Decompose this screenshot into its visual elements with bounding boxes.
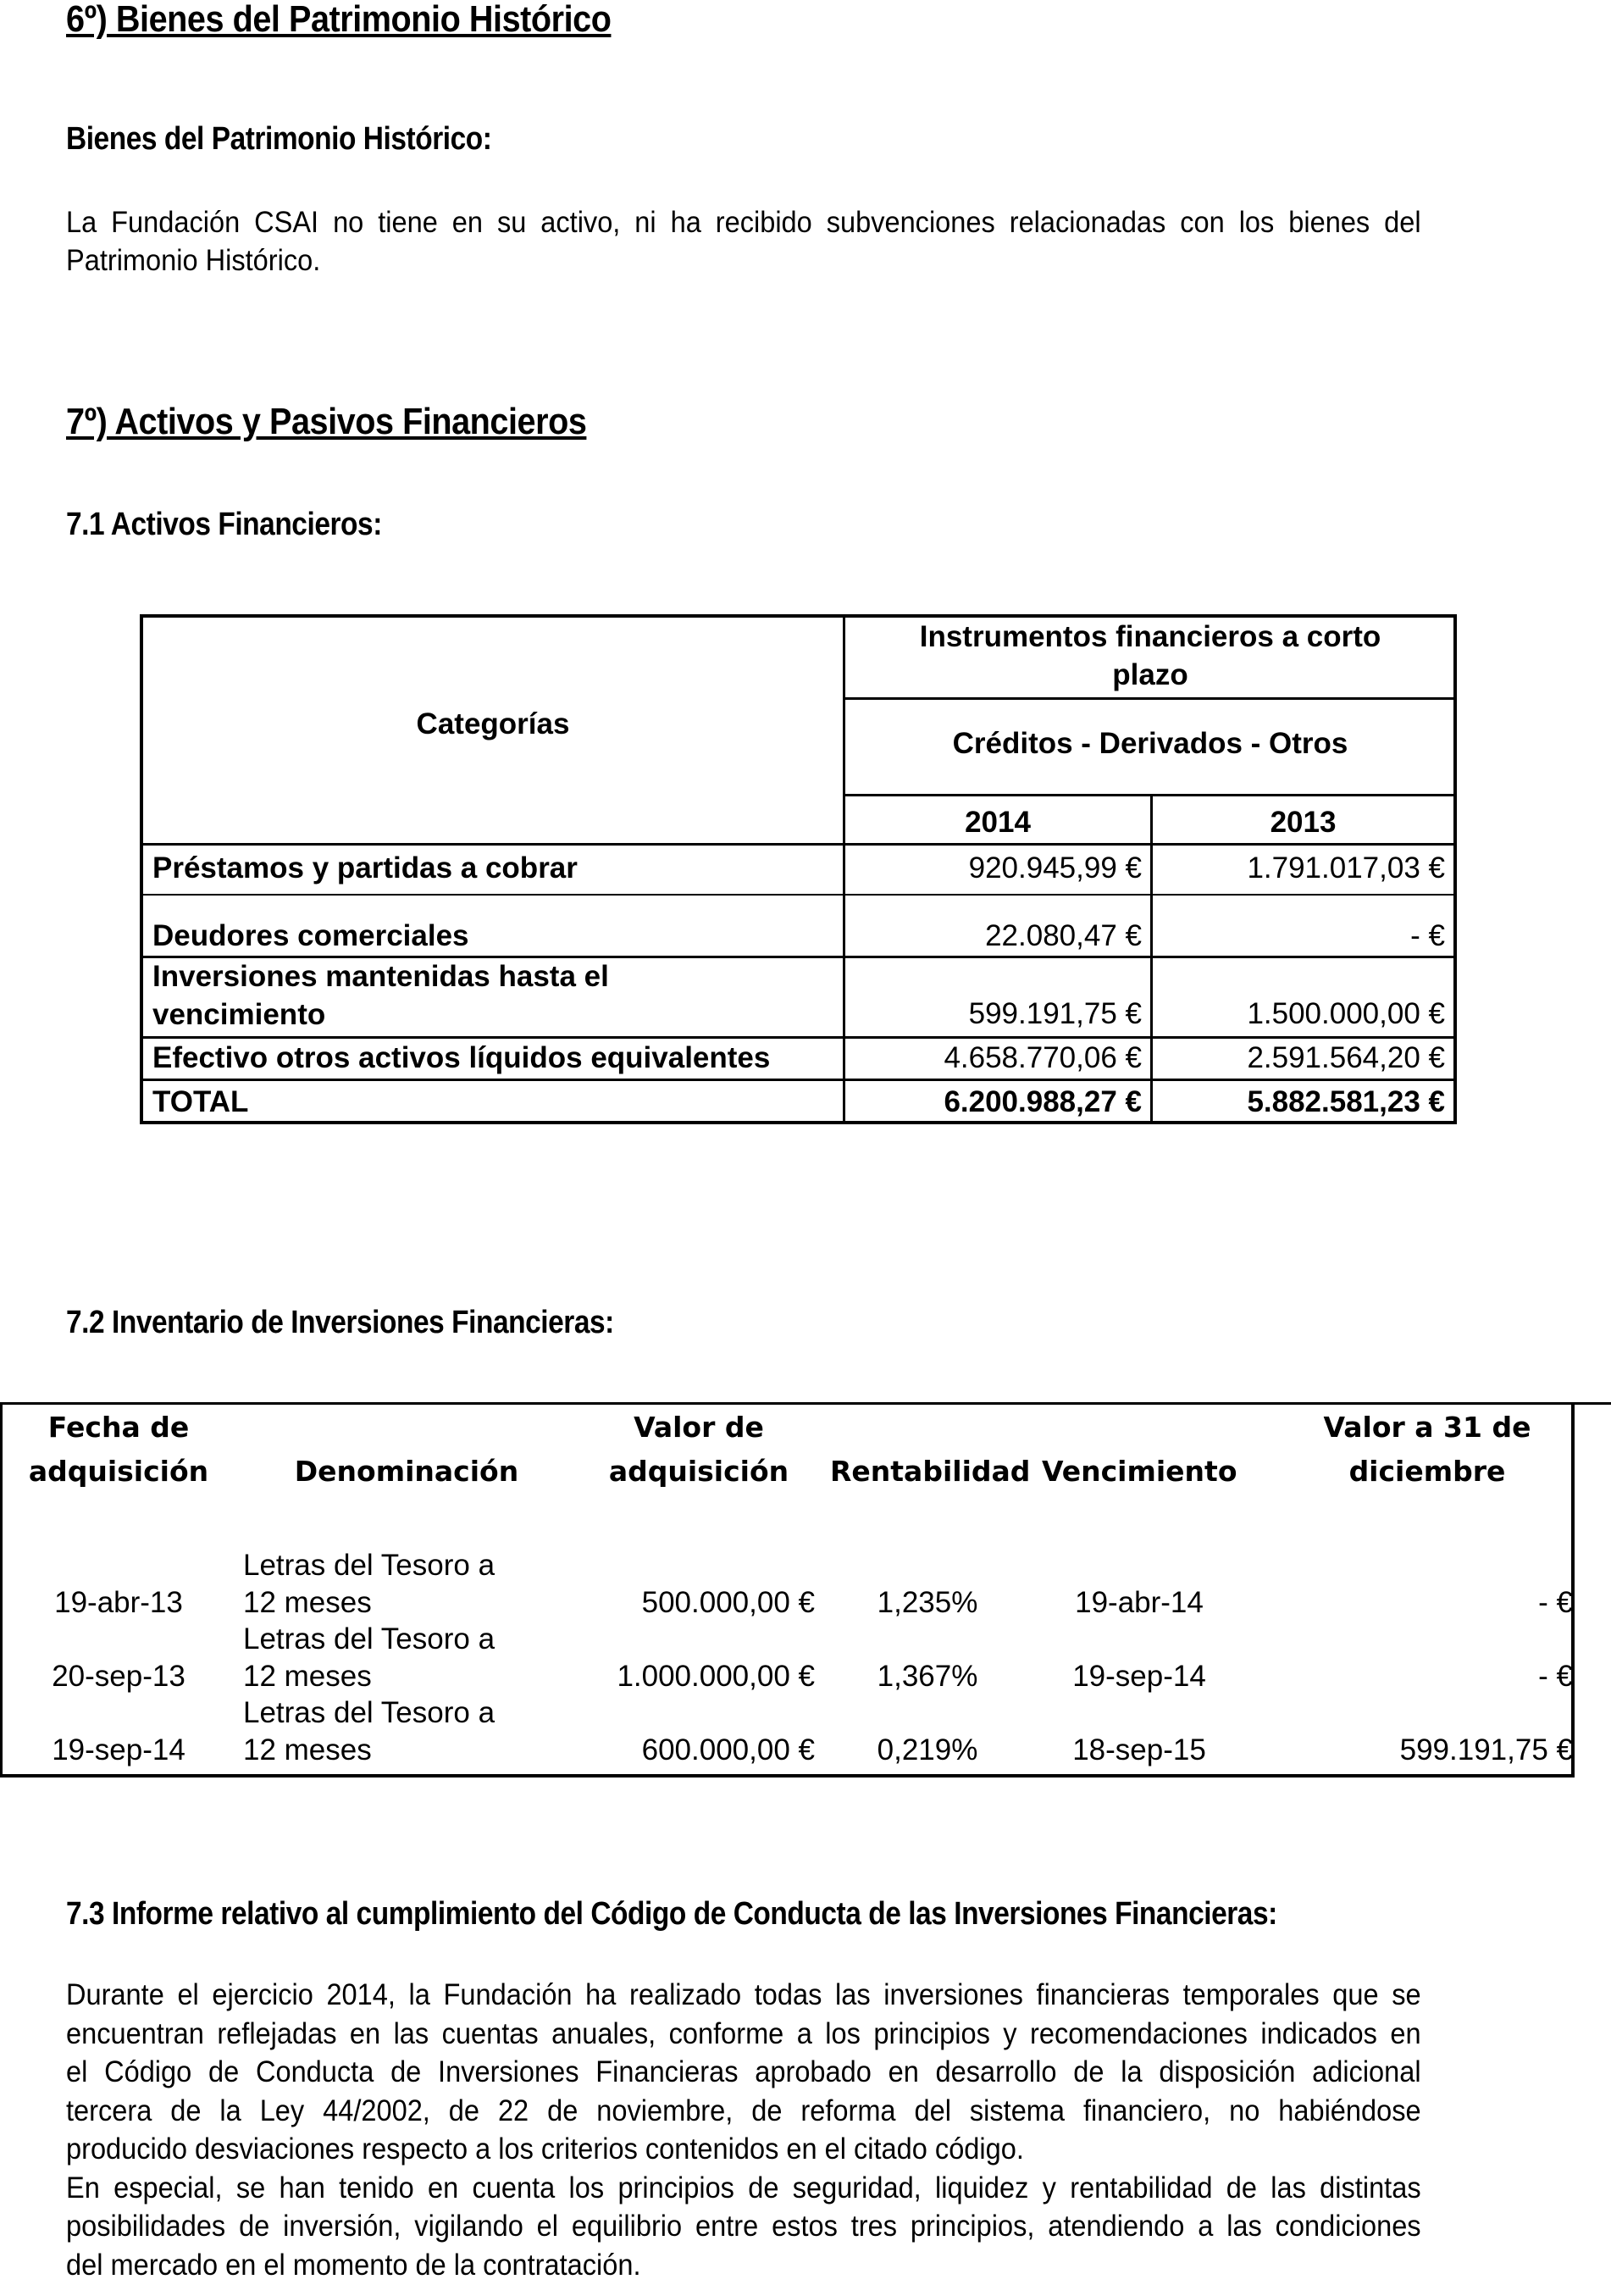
section-6-subheading: Bienes del Patrimonio Histórico: [66,121,492,157]
header-line: adquisición [28,1455,209,1488]
denom-line: Letras del Tesoro a [243,1549,495,1582]
denom-line: 12 meses [243,1660,372,1693]
denom-line: Letras del Tesoro a [243,1622,495,1655]
total-2014: 6.200.988,27 € [944,1085,1142,1118]
cell-valor-31: - € [1538,1660,1573,1693]
row-label: Préstamos y partidas a cobrar [152,851,578,885]
row-label [152,957,609,1034]
row-label-line2: vencimiento [152,998,326,1031]
header-valor-adquisicion [593,1406,805,1494]
cell-valor: 500.000,00 € [641,1586,815,1619]
cell-denominacion [243,1694,495,1769]
row-label-line1: Inversiones mantenidas hasta el [152,960,609,993]
paragraph-line: encuentran reflejadas en las cuentas anuales, conforme a los principios y recomendaciones indicados en [66,2016,1421,2050]
header-line: Valor a 31 de [1323,1411,1531,1444]
row-label: Deudores comerciales [152,919,469,952]
cell-valor-31: 599.191,75 € [1399,1733,1573,1766]
cell-rentabilidad: 0,219% [877,1733,978,1766]
value-2014: 22.080,47 € [985,919,1142,952]
creditos-header: Créditos - Derivados - Otros [952,727,1348,760]
value-2014: 4.658.770,06 € [944,1041,1142,1074]
denom-line: 12 meses [243,1586,372,1619]
paragraph-line: En especial, se han tenido en cuenta los principios de seguridad, liquidez y rentabilidad de las distintas [66,2171,1421,2204]
paragraph-line: tercera de la Ley 44/2002, de 22 de noviembre, de reforma del sistema financiero, no habiéndose [66,2094,1421,2127]
section-7-heading: 7º) Activos y Pasivos Financieros [66,401,587,442]
denom-line: 12 meses [243,1733,372,1766]
value-2013: - € [1410,919,1445,952]
cell-valor-31: - € [1538,1586,1573,1619]
denom-line: Letras del Tesoro a [243,1696,495,1729]
financial-assets-table [140,614,1457,1124]
year-2013-header: 2013 [1270,806,1337,839]
investments-inventory-table [0,1402,1611,1777]
subsection-7-1-heading: 7.1 Activos Financieros: [66,507,382,542]
total-label: TOTAL [152,1085,249,1118]
paragraph-line: del mercado en el momento de la contratación. [66,2248,641,2282]
paragraph-line: Patrimonio Histórico. [66,244,321,277]
value-2013: 2.591.564,20 € [1247,1041,1445,1074]
subsection-7-2-heading: 7.2 Inventario de Inversiones Financieras: [66,1305,614,1340]
section-7-3-paragraph [66,1976,1421,2284]
header-line: Fecha de [47,1411,190,1444]
paragraph-line: posibilidades de inversión, vigilando el equilibrio entre estos tres principios, atendiendo a las condiciones [66,2210,1421,2243]
value-2014: 920.945,99 € [968,851,1142,885]
cell-vencimiento: 18-sep-15 [1072,1733,1206,1766]
year-2014-header: 2014 [965,806,1031,839]
section-6-heading: 6º) Bienes del Patrimonio Histórico [66,0,612,40]
cell-denominacion [243,1547,495,1622]
header-line: adquisición [608,1455,789,1488]
cell-denominacion [243,1621,495,1695]
section-6-paragraph [66,203,1421,280]
header-vencimiento: Vencimiento [1042,1455,1237,1488]
header-denominacion: Denominación [294,1455,519,1488]
instrumentos-line2: plazo [1112,658,1188,691]
header-valor-31-diciembre [1304,1406,1550,1494]
instrumentos-header [845,618,1455,694]
cell-vencimiento: 19-abr-14 [1075,1586,1204,1619]
row-label: Efectivo otros activos líquidos equivalentes [152,1041,771,1074]
subsection-7-3-heading: 7.3 Informe relativo al cumplimiento del Código de Conducta de las Inversiones Financieras: [66,1896,1277,1932]
header-rentabilidad: Rentabilidad [830,1455,1031,1488]
instrumentos-line1: Instrumentos financieros a corto [919,620,1381,653]
cell-rentabilidad: 1,367% [877,1660,978,1693]
cell-valor: 600.000,00 € [641,1733,815,1766]
total-2013: 5.882.581,23 € [1247,1085,1445,1118]
paragraph-line: La Fundación CSAI no tiene en su activo, ni ha recibido subvenciones relacionadas con los bienes del [66,206,1421,239]
value-2014: 599.191,75 € [968,997,1142,1030]
cell-vencimiento: 19-sep-14 [1072,1660,1206,1693]
value-2013: 1.791.017,03 € [1247,851,1445,885]
value-2013: 1.500.000,00 € [1247,997,1445,1030]
header-line: Valor de [634,1411,764,1444]
cell-fecha: 19-sep-14 [52,1733,185,1766]
paragraph-line: Durante el ejercicio 2014, la Fundación ha realizado todas las inversiones financieras temporales que se [66,1978,1421,2011]
categorias-header: Categorías [416,707,570,740]
header-fecha [17,1406,220,1494]
paragraph-line: producido desviaciones respecto a los criterios contenidos en el citado código. [66,2132,1024,2166]
cell-rentabilidad: 1,235% [877,1586,978,1619]
cell-fecha: 19-abr-13 [54,1586,183,1619]
header-line: diciembre [1348,1455,1506,1488]
paragraph-line: el Código de Conducta de Inversiones Financieras aprobado en desarrollo de la disposición adicional [66,2055,1421,2088]
cell-fecha: 20-sep-13 [52,1660,185,1693]
cell-valor: 1.000.000,00 € [617,1660,815,1693]
